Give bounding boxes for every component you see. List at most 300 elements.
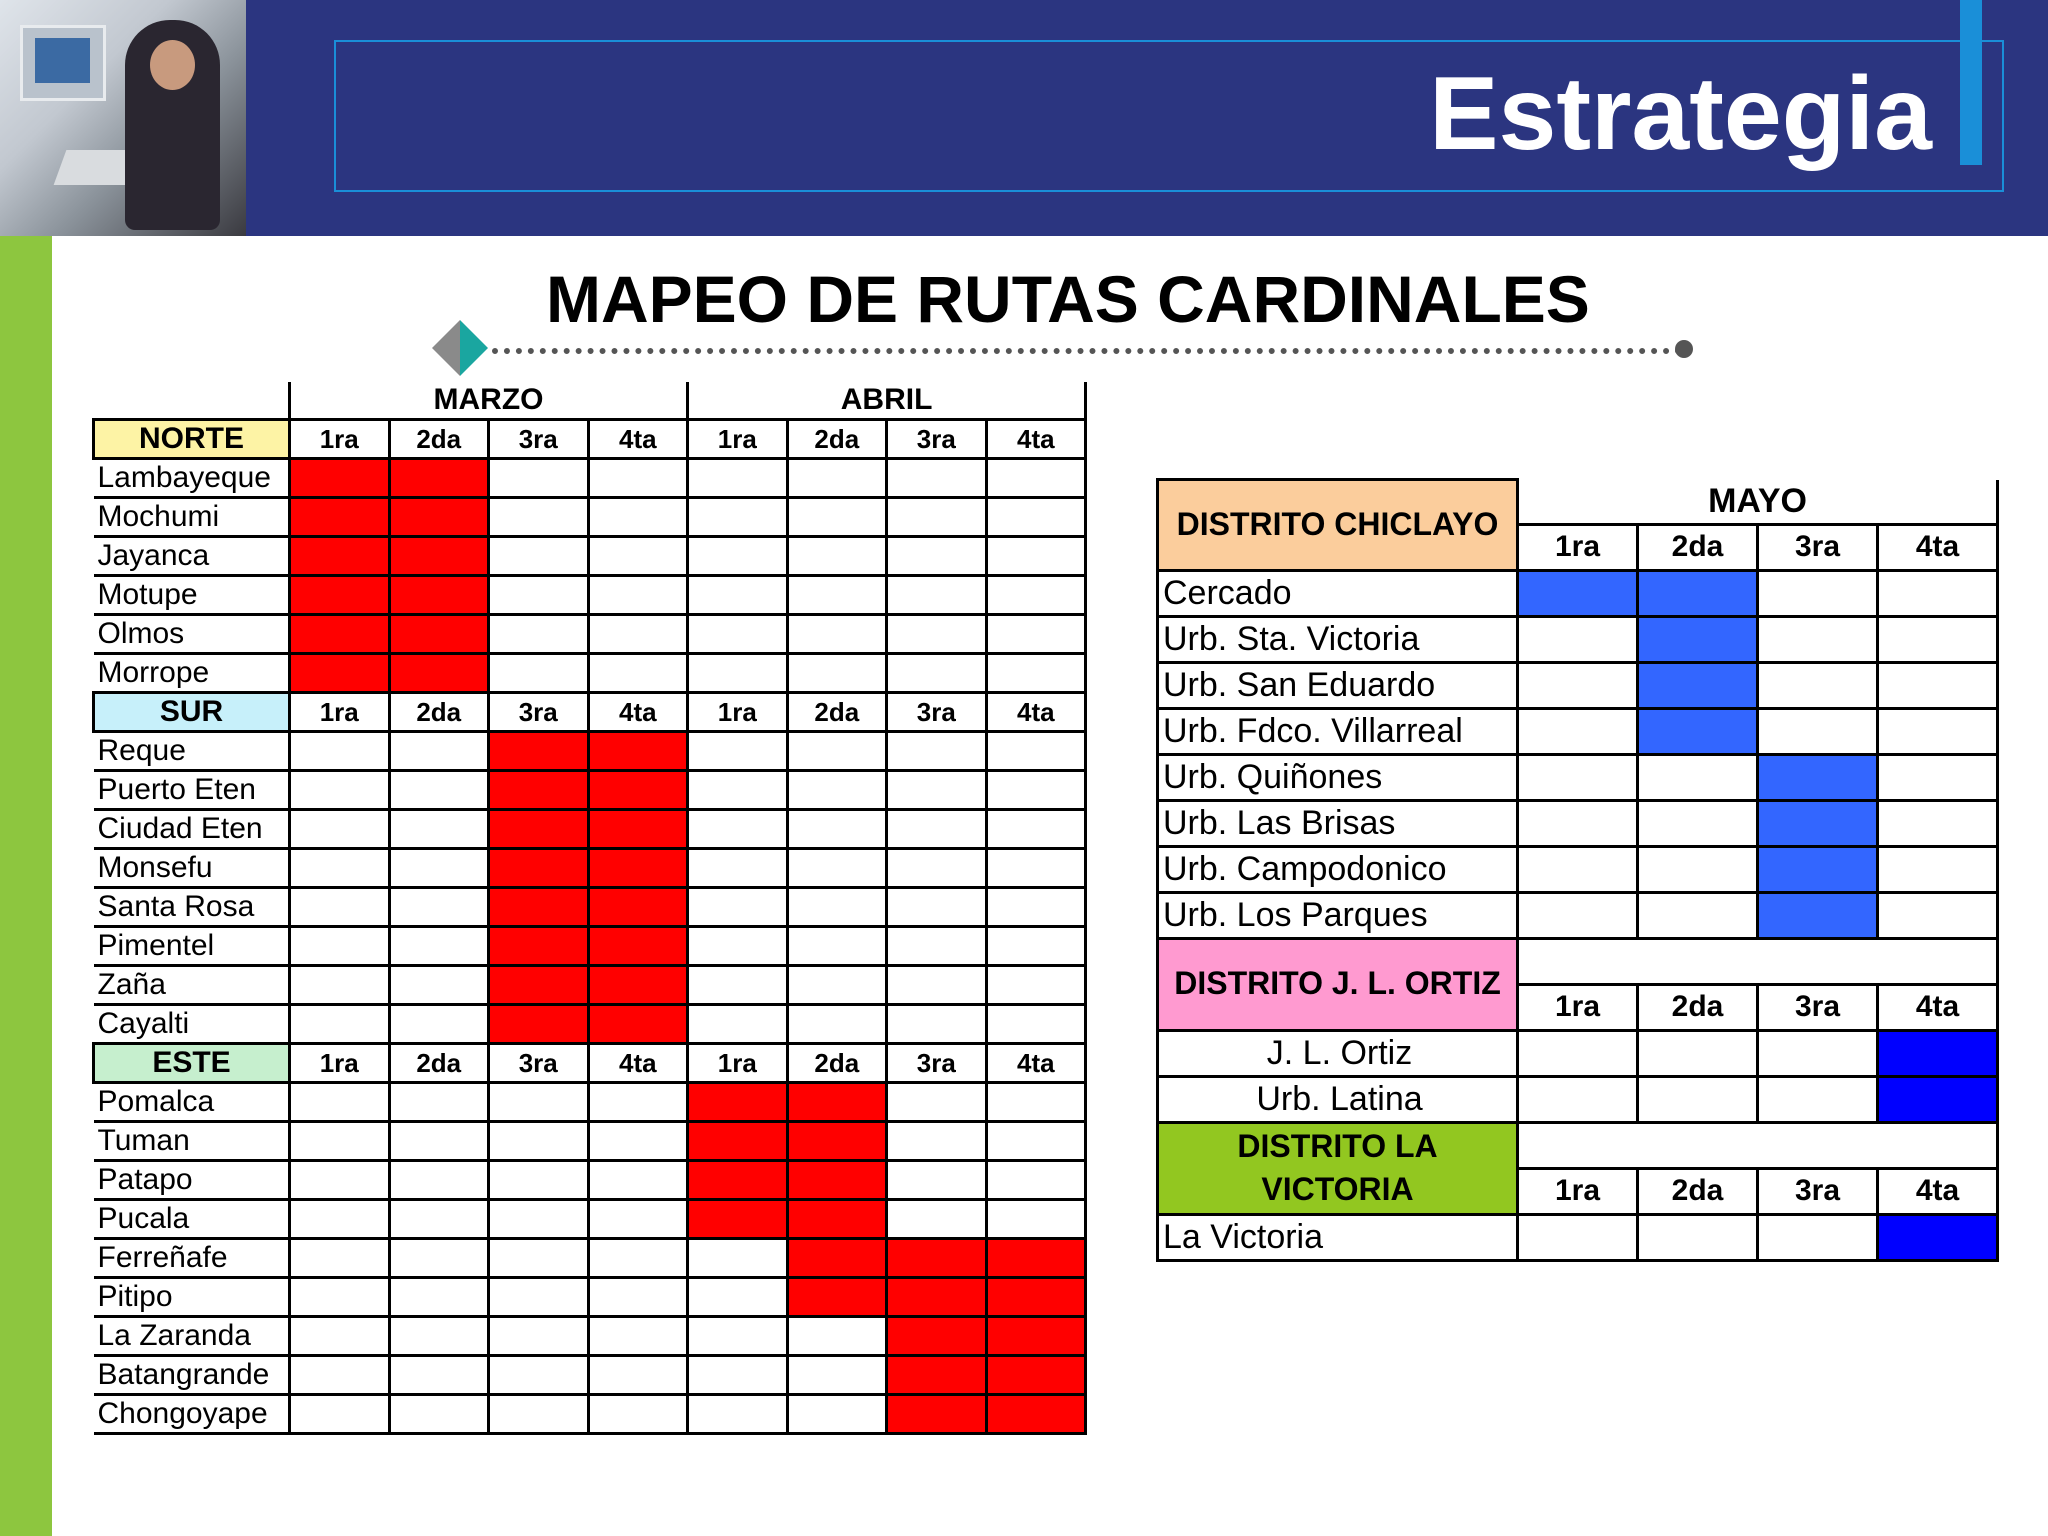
scheduled-cell xyxy=(787,1239,887,1278)
table-row xyxy=(1158,662,1998,708)
empty-cell xyxy=(688,771,788,810)
empty-cell xyxy=(787,654,887,693)
place-name: Monsefu xyxy=(94,849,290,888)
empty-cell xyxy=(688,654,788,693)
empty-cell xyxy=(688,1005,788,1044)
scheduled-cell xyxy=(986,1239,1086,1278)
empty-cell xyxy=(1638,1076,1758,1122)
empty-cell xyxy=(290,927,390,966)
empty-cell xyxy=(1878,892,1998,938)
table-row xyxy=(94,927,1086,966)
empty-header-cell xyxy=(1518,1122,1998,1168)
place-name: Pucala xyxy=(94,1200,290,1239)
week-header: 3ra xyxy=(1758,984,1878,1030)
empty-cell xyxy=(389,1395,489,1434)
scheduled-cell xyxy=(489,888,589,927)
table-row xyxy=(94,1278,1086,1317)
week-header: 3ra xyxy=(887,1044,987,1083)
empty-cell xyxy=(290,888,390,927)
scheduled-cell xyxy=(1518,570,1638,616)
scheduled-cell xyxy=(588,888,688,927)
table-row xyxy=(94,1317,1086,1356)
header-corner xyxy=(94,382,290,420)
empty-cell xyxy=(787,849,887,888)
table-row xyxy=(94,966,1086,1005)
empty-cell xyxy=(489,1317,589,1356)
empty-cell xyxy=(1518,708,1638,754)
scheduled-cell xyxy=(887,1239,987,1278)
empty-cell xyxy=(389,771,489,810)
empty-cell xyxy=(1518,892,1638,938)
empty-cell xyxy=(1518,846,1638,892)
empty-cell xyxy=(688,1278,788,1317)
empty-cell xyxy=(1638,892,1758,938)
week-header: 1ra xyxy=(290,420,390,459)
table-row xyxy=(94,459,1086,498)
empty-cell xyxy=(986,849,1086,888)
empty-cell xyxy=(588,615,688,654)
scheduled-cell xyxy=(787,1161,887,1200)
dotted-divider xyxy=(492,348,1682,354)
empty-cell xyxy=(986,771,1086,810)
empty-cell xyxy=(389,1083,489,1122)
district-header-row xyxy=(1158,938,1998,984)
scheduled-cell xyxy=(489,927,589,966)
scheduled-cell xyxy=(986,1356,1086,1395)
empty-cell xyxy=(389,1278,489,1317)
week-header: 2da xyxy=(389,420,489,459)
empty-cell xyxy=(688,1239,788,1278)
empty-cell xyxy=(588,498,688,537)
scheduled-cell xyxy=(887,1395,987,1434)
empty-cell xyxy=(588,1239,688,1278)
scheduled-cell xyxy=(290,615,390,654)
empty-cell xyxy=(489,1278,589,1317)
empty-cell xyxy=(389,927,489,966)
empty-cell xyxy=(787,888,887,927)
empty-cell xyxy=(290,1005,390,1044)
empty-cell xyxy=(887,1200,987,1239)
empty-cell xyxy=(1638,754,1758,800)
empty-cell xyxy=(887,498,987,537)
empty-cell xyxy=(588,576,688,615)
empty-cell xyxy=(986,1083,1086,1122)
empty-cell xyxy=(489,1122,589,1161)
empty-cell xyxy=(688,459,788,498)
empty-cell xyxy=(986,966,1086,1005)
scheduled-cell xyxy=(389,654,489,693)
empty-cell xyxy=(1878,846,1998,892)
place-name: Jayanca xyxy=(94,537,290,576)
region-header-row xyxy=(94,420,1086,459)
table-row xyxy=(1158,570,1998,616)
empty-cell xyxy=(787,459,887,498)
empty-cell xyxy=(290,1356,390,1395)
slide-title: MAPEO DE RUTAS CARDINALES xyxy=(546,262,1590,336)
scheduled-cell xyxy=(1638,708,1758,754)
region-label: NORTE xyxy=(94,420,290,459)
empty-cell xyxy=(688,576,788,615)
empty-cell xyxy=(1518,800,1638,846)
empty-cell xyxy=(489,1395,589,1434)
empty-cell xyxy=(588,1395,688,1434)
place-name: Olmos xyxy=(94,615,290,654)
scheduled-cell xyxy=(588,771,688,810)
week-header: 1ra xyxy=(290,1044,390,1083)
place-name: Urb. Las Brisas xyxy=(1158,800,1518,846)
empty-cell xyxy=(887,1122,987,1161)
empty-cell xyxy=(887,459,987,498)
scheduled-cell xyxy=(887,1278,987,1317)
scheduled-cell xyxy=(588,927,688,966)
table-row xyxy=(94,654,1086,693)
empty-cell xyxy=(290,1161,390,1200)
empty-cell xyxy=(986,888,1086,927)
place-name: Motupe xyxy=(94,576,290,615)
week-header: 4ta xyxy=(588,420,688,459)
scheduled-cell xyxy=(787,1122,887,1161)
empty-cell xyxy=(986,1005,1086,1044)
table-row xyxy=(94,615,1086,654)
scheduled-cell xyxy=(489,966,589,1005)
scheduled-cell xyxy=(986,1278,1086,1317)
empty-cell xyxy=(787,1005,887,1044)
empty-cell xyxy=(389,966,489,1005)
empty-cell xyxy=(688,537,788,576)
empty-cell xyxy=(489,1200,589,1239)
scheduled-cell xyxy=(688,1083,788,1122)
table-row xyxy=(1158,1076,1998,1122)
empty-cell xyxy=(588,1356,688,1395)
empty-cell xyxy=(389,849,489,888)
region-label: SUR xyxy=(94,693,290,732)
side-accent-bar xyxy=(0,236,52,1536)
scheduled-cell xyxy=(290,576,390,615)
empty-cell xyxy=(887,888,987,927)
empty-cell xyxy=(688,1395,788,1434)
scheduled-cell xyxy=(489,732,589,771)
empty-cell xyxy=(887,615,987,654)
scheduled-cell xyxy=(1878,1076,1998,1122)
place-name: Santa Rosa xyxy=(94,888,290,927)
empty-cell xyxy=(1758,1214,1878,1260)
table-row xyxy=(1158,708,1998,754)
place-name: Ciudad Eten xyxy=(94,810,290,849)
scheduled-cell xyxy=(688,1200,788,1239)
scheduled-cell xyxy=(688,1122,788,1161)
empty-cell xyxy=(1878,662,1998,708)
district-label: DISTRITO J. L. ORTIZ xyxy=(1158,938,1518,1030)
empty-cell xyxy=(688,732,788,771)
table-row xyxy=(94,810,1086,849)
week-header: 3ra xyxy=(1758,1168,1878,1214)
empty-cell xyxy=(1518,754,1638,800)
place-name: Patapo xyxy=(94,1161,290,1200)
empty-cell xyxy=(986,459,1086,498)
empty-header-cell xyxy=(1518,938,1998,984)
week-header: 4ta xyxy=(588,1044,688,1083)
empty-cell xyxy=(986,537,1086,576)
empty-cell xyxy=(1518,616,1638,662)
empty-cell xyxy=(1518,662,1638,708)
empty-cell xyxy=(489,1083,589,1122)
empty-cell xyxy=(389,732,489,771)
week-header: 4ta xyxy=(1878,984,1998,1030)
table-row xyxy=(94,1005,1086,1044)
place-name: Urb. Los Parques xyxy=(1158,892,1518,938)
place-name: Pomalca xyxy=(94,1083,290,1122)
empty-cell xyxy=(688,810,788,849)
region-label: ESTE xyxy=(94,1044,290,1083)
place-name: Cayalti xyxy=(94,1005,290,1044)
place-name: J. L. Ortiz xyxy=(1158,1030,1518,1076)
table-row xyxy=(94,1356,1086,1395)
monitor-shape xyxy=(20,25,106,101)
empty-cell xyxy=(887,966,987,1005)
empty-cell xyxy=(290,1278,390,1317)
empty-cell xyxy=(1878,800,1998,846)
place-name: La Victoria xyxy=(1158,1214,1518,1260)
empty-cell xyxy=(887,771,987,810)
diamond-icon xyxy=(432,320,488,376)
empty-cell xyxy=(688,615,788,654)
table-row xyxy=(94,537,1086,576)
empty-cell xyxy=(787,771,887,810)
place-name: Reque xyxy=(94,732,290,771)
week-header: 4ta xyxy=(1878,1168,1998,1214)
week-header: 2da xyxy=(1638,524,1758,570)
empty-cell xyxy=(489,1356,589,1395)
table-row xyxy=(94,1083,1086,1122)
empty-cell xyxy=(688,1317,788,1356)
week-header: 1ra xyxy=(688,420,788,459)
empty-cell xyxy=(1518,1076,1638,1122)
week-header: 3ra xyxy=(489,1044,589,1083)
header-accent-bar xyxy=(1960,0,1982,165)
empty-cell xyxy=(588,1317,688,1356)
place-name: Lambayeque xyxy=(94,459,290,498)
place-name: Urb. Quiñones xyxy=(1158,754,1518,800)
table-row xyxy=(94,576,1086,615)
empty-cell xyxy=(389,1317,489,1356)
week-header: 4ta xyxy=(1878,524,1998,570)
empty-cell xyxy=(1758,616,1878,662)
empty-cell xyxy=(1638,1214,1758,1260)
empty-cell xyxy=(389,1005,489,1044)
place-name: La Zaranda xyxy=(94,1317,290,1356)
scheduled-cell xyxy=(1758,800,1878,846)
right-schedule-table xyxy=(1156,478,1999,1262)
header-photo xyxy=(0,0,246,236)
week-header: 4ta xyxy=(986,420,1086,459)
empty-cell xyxy=(588,1200,688,1239)
empty-cell xyxy=(1878,570,1998,616)
district-label: DISTRITO LA VICTORIA xyxy=(1158,1122,1518,1214)
week-header: 3ra xyxy=(887,420,987,459)
table-row xyxy=(94,888,1086,927)
empty-cell xyxy=(787,810,887,849)
empty-cell xyxy=(1878,616,1998,662)
empty-cell xyxy=(787,1356,887,1395)
empty-cell xyxy=(787,1317,887,1356)
screen-shape xyxy=(35,38,90,83)
week-header: 3ra xyxy=(489,420,589,459)
month-header: MAYO xyxy=(1518,480,1998,525)
left-schedule-table xyxy=(92,382,1087,1435)
empty-cell xyxy=(688,498,788,537)
place-name: Cercado xyxy=(1158,570,1518,616)
week-header: 4ta xyxy=(588,693,688,732)
empty-cell xyxy=(1758,570,1878,616)
empty-cell xyxy=(688,966,788,1005)
scheduled-cell xyxy=(1758,892,1878,938)
week-header: 3ra xyxy=(489,693,589,732)
month-header: ABRIL xyxy=(688,382,1086,420)
table-row xyxy=(1158,846,1998,892)
empty-cell xyxy=(290,1317,390,1356)
empty-cell xyxy=(688,927,788,966)
empty-cell xyxy=(588,654,688,693)
week-header: 2da xyxy=(389,693,489,732)
district-header-row xyxy=(1158,1122,1998,1168)
empty-cell xyxy=(787,966,887,1005)
week-header: 2da xyxy=(787,1044,887,1083)
empty-cell xyxy=(290,1083,390,1122)
empty-cell xyxy=(787,927,887,966)
table-row xyxy=(94,1161,1086,1200)
table-row xyxy=(94,498,1086,537)
place-name: Morrope xyxy=(94,654,290,693)
header-banner xyxy=(0,0,2048,236)
week-header: 1ra xyxy=(1518,524,1638,570)
table-row xyxy=(94,1122,1086,1161)
week-header: 2da xyxy=(389,1044,489,1083)
empty-cell xyxy=(290,732,390,771)
place-name: Mochumi xyxy=(94,498,290,537)
empty-cell xyxy=(389,1356,489,1395)
scheduled-cell xyxy=(489,1005,589,1044)
place-name: Batangrande xyxy=(94,1356,290,1395)
scheduled-cell xyxy=(986,1395,1086,1434)
empty-cell xyxy=(588,1278,688,1317)
scheduled-cell xyxy=(290,537,390,576)
scheduled-cell xyxy=(389,459,489,498)
empty-cell xyxy=(1518,1214,1638,1260)
week-header: 2da xyxy=(787,420,887,459)
empty-cell xyxy=(887,537,987,576)
empty-cell xyxy=(887,1083,987,1122)
week-header: 1ra xyxy=(290,693,390,732)
place-name: Urb. Latina xyxy=(1158,1076,1518,1122)
empty-cell xyxy=(787,537,887,576)
empty-cell xyxy=(688,1356,788,1395)
place-name: Urb. San Eduardo xyxy=(1158,662,1518,708)
scheduled-cell xyxy=(1638,662,1758,708)
scheduled-cell xyxy=(887,1356,987,1395)
empty-cell xyxy=(489,654,589,693)
empty-cell xyxy=(787,576,887,615)
table-row xyxy=(94,1395,1086,1434)
scheduled-cell xyxy=(1758,846,1878,892)
empty-cell xyxy=(1758,708,1878,754)
month-header-row xyxy=(94,382,1086,420)
scheduled-cell xyxy=(887,1317,987,1356)
empty-cell xyxy=(489,498,589,537)
table-row xyxy=(1158,800,1998,846)
place-name: Tuman xyxy=(94,1122,290,1161)
table-row xyxy=(94,732,1086,771)
table-row xyxy=(1158,616,1998,662)
scheduled-cell xyxy=(290,459,390,498)
empty-cell xyxy=(489,576,589,615)
empty-cell xyxy=(887,927,987,966)
empty-cell xyxy=(489,615,589,654)
empty-cell xyxy=(290,1395,390,1434)
empty-cell xyxy=(389,1239,489,1278)
scheduled-cell xyxy=(1878,1030,1998,1076)
scheduled-cell xyxy=(688,1161,788,1200)
empty-cell xyxy=(887,810,987,849)
scheduled-cell xyxy=(588,849,688,888)
divider-end-dot xyxy=(1675,340,1693,358)
place-name: Urb. Fdco. Villarreal xyxy=(1158,708,1518,754)
scheduled-cell xyxy=(290,498,390,537)
table-row xyxy=(94,1200,1086,1239)
scheduled-cell xyxy=(389,498,489,537)
empty-cell xyxy=(787,732,887,771)
scheduled-cell xyxy=(489,771,589,810)
week-header: 2da xyxy=(1638,1168,1758,1214)
empty-cell xyxy=(290,966,390,1005)
table-row xyxy=(94,849,1086,888)
scheduled-cell xyxy=(787,1278,887,1317)
scheduled-cell xyxy=(588,966,688,1005)
empty-cell xyxy=(986,810,1086,849)
place-name: Urb. Sta. Victoria xyxy=(1158,616,1518,662)
empty-cell xyxy=(787,1395,887,1434)
empty-cell xyxy=(986,615,1086,654)
week-header: 1ra xyxy=(688,693,788,732)
scheduled-cell xyxy=(1638,570,1758,616)
empty-cell xyxy=(588,1083,688,1122)
scheduled-cell xyxy=(1638,616,1758,662)
month-header: MARZO xyxy=(290,382,688,420)
empty-cell xyxy=(389,1200,489,1239)
week-header: 4ta xyxy=(986,693,1086,732)
region-header-row xyxy=(94,693,1086,732)
empty-cell xyxy=(1758,1076,1878,1122)
week-header: 2da xyxy=(1638,984,1758,1030)
empty-cell xyxy=(986,1122,1086,1161)
empty-cell xyxy=(986,1200,1086,1239)
scheduled-cell xyxy=(588,1005,688,1044)
empty-cell xyxy=(887,1161,987,1200)
empty-cell xyxy=(290,849,390,888)
empty-cell xyxy=(787,615,887,654)
region-header-row xyxy=(94,1044,1086,1083)
scheduled-cell xyxy=(787,1200,887,1239)
empty-cell xyxy=(986,927,1086,966)
empty-cell xyxy=(389,810,489,849)
place-name: Pimentel xyxy=(94,927,290,966)
scheduled-cell xyxy=(389,537,489,576)
empty-cell xyxy=(887,1005,987,1044)
empty-cell xyxy=(588,459,688,498)
table-row xyxy=(94,771,1086,810)
table-row xyxy=(1158,754,1998,800)
empty-cell xyxy=(1878,754,1998,800)
scheduled-cell xyxy=(389,576,489,615)
